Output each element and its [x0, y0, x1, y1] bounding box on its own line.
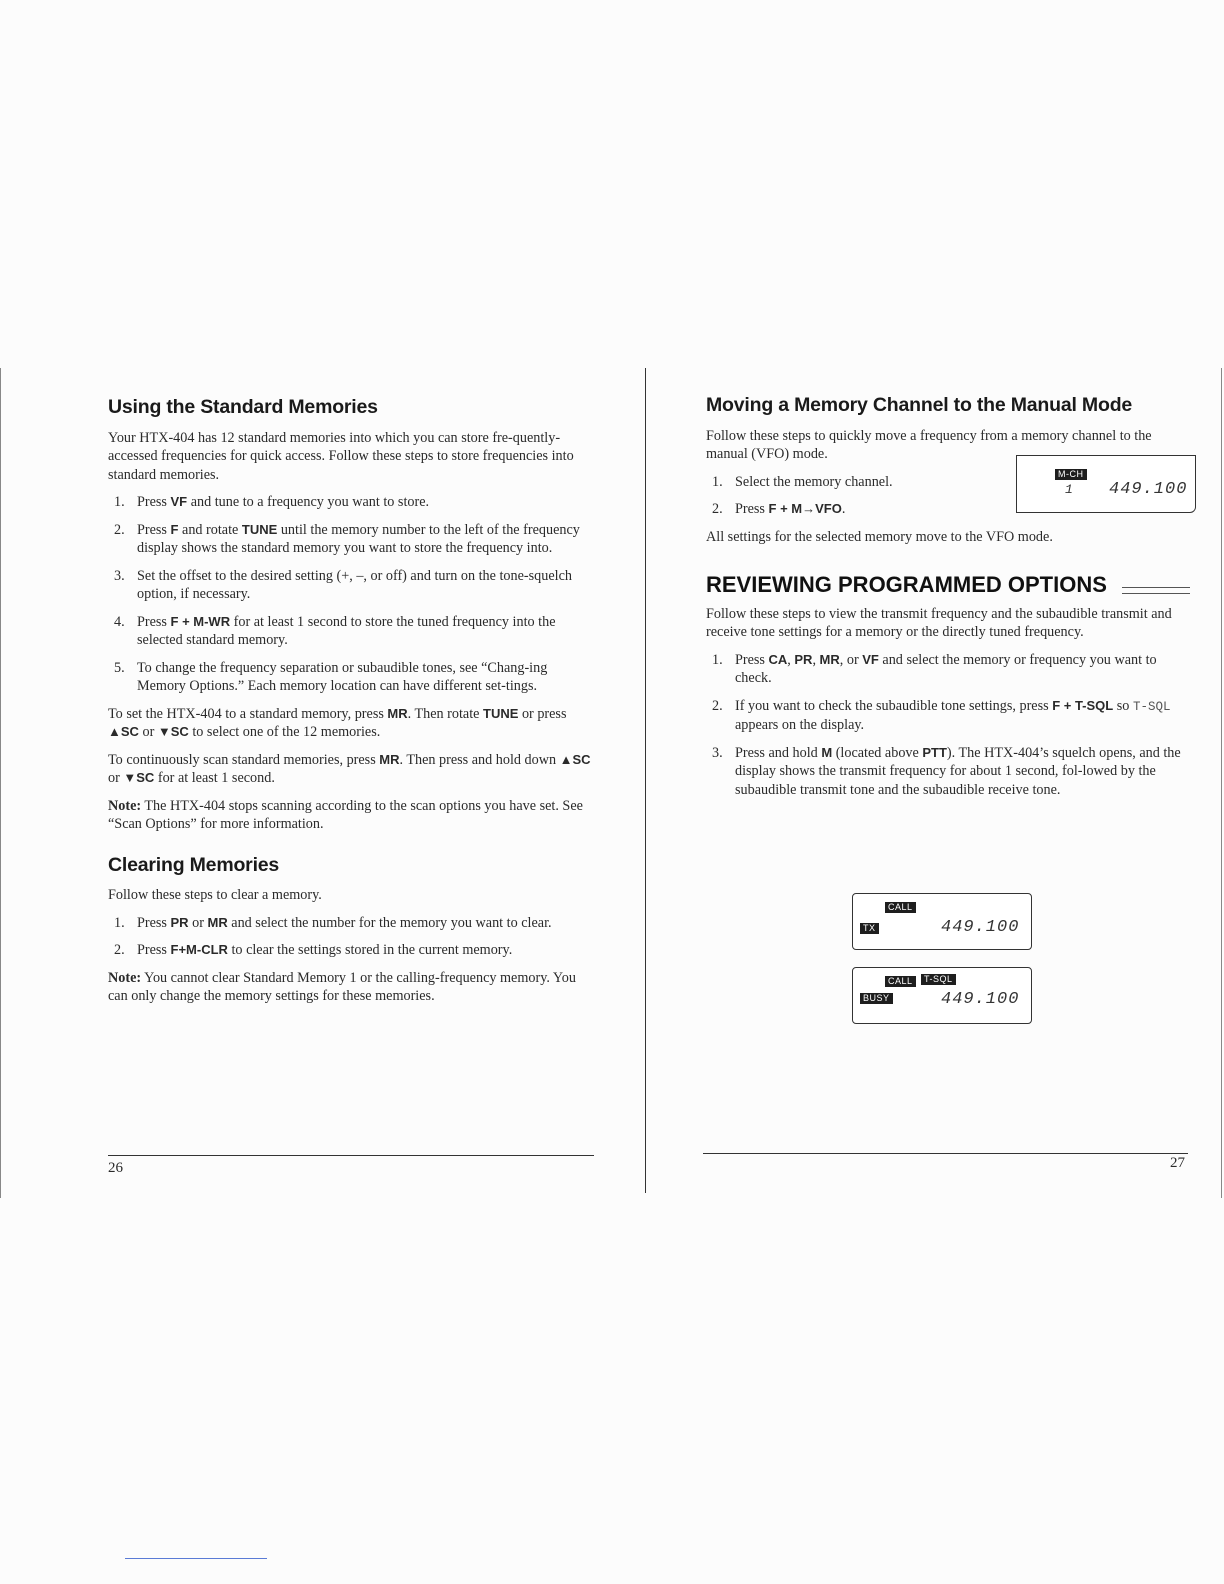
list-item: 5. To change the frequency separation or subaudible tones, see “Chang-ing Memory Options.” Each memory location can have different set-tings. — [114, 659, 548, 694]
right-page — [706, 360, 1190, 808]
right-edge-line — [1221, 368, 1222, 1198]
store-steps — [108, 493, 592, 696]
moving-steps — [706, 473, 996, 519]
clear-intro: Follow these steps to clear a memory. — [108, 887, 322, 903]
call-tag: CALL — [885, 976, 916, 987]
page-number-left: 26 — [108, 1160, 123, 1176]
call-tsql-display — [852, 967, 1032, 1024]
heading-rule — [1122, 587, 1190, 594]
page-number-right: 27 — [1170, 1155, 1185, 1171]
left-edge-line — [0, 368, 1, 1198]
scan-paragraph: To continuously scan standard memories, press MR. Then press and hold down ▲SC or ▼SC for at least 1 second. — [108, 751, 591, 786]
clear-steps — [108, 914, 592, 960]
left-page — [108, 360, 592, 1015]
call-tag: CALL — [885, 902, 916, 913]
list-item: 4. Press F + M-WR for at least 1 second to store the tuned frequency into the selected standard memory. — [114, 613, 556, 648]
moving-intro: Follow these steps to quickly move a frequency from a memory channel to the manual (VFO) mode. — [706, 427, 1152, 462]
set-memory-paragraph: To set the HTX-404 to a standard memory, press MR. Then rotate TUNE or press ▲SC or ▼SC to select one of the 12 memories. — [108, 705, 567, 740]
tsql-tag: T-SQL — [921, 974, 956, 985]
left-footer-rule — [108, 1155, 594, 1156]
heading-clearing-memories: Clearing Memories — [108, 853, 280, 876]
right-footer-rule — [703, 1153, 1188, 1154]
mch-display — [1016, 455, 1196, 513]
list-item: 1. Press PR or MR and select the number for the memory you want to clear. — [114, 914, 552, 931]
intro-paragraph: Your HTX-404 has 12 standard memories into which you can store fre-quently-accessed frequencies for quick access. Follow these steps to store frequencies into standard memories. — [108, 429, 574, 483]
call-tsql-frequency: 449.100 — [941, 990, 1020, 1009]
review-steps — [706, 651, 1190, 800]
bottom-underline — [125, 1558, 267, 1559]
list-item: 3. Press and hold M (located above PTT). The HTX-404’s squelch opens, and the display shows the transmit frequency for about 1 second, fol-lowed by the subaudible transmit tone and the subaudible receive tone. — [712, 744, 1181, 798]
list-item: 3. Set the offset to the desired setting (+, –, or off) and turn on the tone-squelch option, if necessary. — [114, 567, 572, 602]
tx-tag: TX — [860, 923, 879, 934]
note-clear: Note: You cannot clear Standard Memory 1 or the calling-frequency memory. You can only change the memory settings for these memories. — [108, 969, 576, 1004]
list-item: 1. Select the memory channel. — [712, 473, 893, 490]
mch-tag: M-CH — [1055, 469, 1087, 480]
note-scanning: Note: The HTX-404 stops scanning according to the scan options you have set. See “Scan Options” for more information. — [108, 797, 583, 832]
list-item: 2. Press F and rotate TUNE until the memory number to the left of the frequency display shows the standard memory you want to store the frequency into. — [114, 521, 580, 556]
heading-moving-memory: Moving a Memory Channel to the Manual Mode — [706, 394, 1133, 416]
list-item: 2. Press F + M→VFO. — [712, 501, 846, 517]
mch-channel: 1 — [1065, 482, 1074, 497]
list-item: 2. If you want to check the subaudible tone settings, press F + T-SQL so T-SQL appears on the display. — [712, 697, 1171, 733]
gutter-line — [645, 368, 646, 1193]
mch-frequency: 449.100 — [1109, 480, 1188, 499]
heading-standard-memories: Using the Standard Memories — [108, 396, 378, 418]
busy-tag: BUSY — [860, 993, 893, 1004]
call-tx-display — [852, 893, 1032, 950]
list-item: 1. Press VF and tune to a frequency you want to store. — [114, 494, 430, 510]
list-item: 2. Press F+M-CLR to clear the settings stored in the current memory. — [114, 942, 513, 958]
review-intro: Follow these steps to view the transmit frequency and the subaudible transmit and receive tone settings for a memory or the directly tuned frequency. — [706, 605, 1172, 640]
heading-reviewing-options: REVIEWING PROGRAMMED OPTIONS — [706, 576, 1190, 595]
moving-after: All settings for the selected memory move to the VFO mode. — [706, 528, 1053, 545]
call-tx-frequency: 449.100 — [941, 918, 1020, 937]
list-item: 1. Press CA, PR, MR, or VF and select the memory or frequency you want to check. — [712, 651, 1157, 686]
